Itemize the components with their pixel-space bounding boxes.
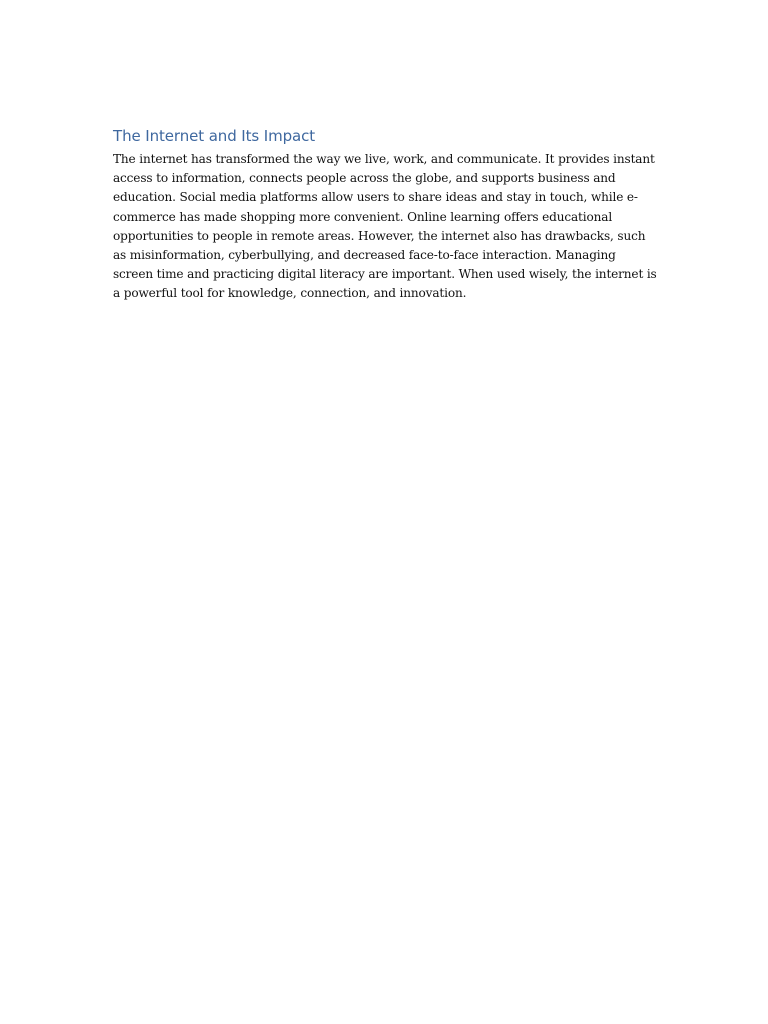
document-heading: The Internet and Its Impact xyxy=(113,127,316,145)
document-content xyxy=(113,124,658,304)
document-paragraph: The internet has transformed the way we live, work, and communicate. It provides instant access to information, connects people across the globe, and supports business and education. Social media platforms allow users to share ideas and stay in touch, while e-commerce has made shopping more convenient. Online learning offers educational opportunities to people in remote areas. However, the internet also has drawbacks, such as misinformation, cyberbullying, and decreased face-to-face interaction. Managing screen time and practicing digital literacy are important. When used wisely, the internet is a powerful tool for knowledge, connection, and innovation. xyxy=(113,152,657,301)
